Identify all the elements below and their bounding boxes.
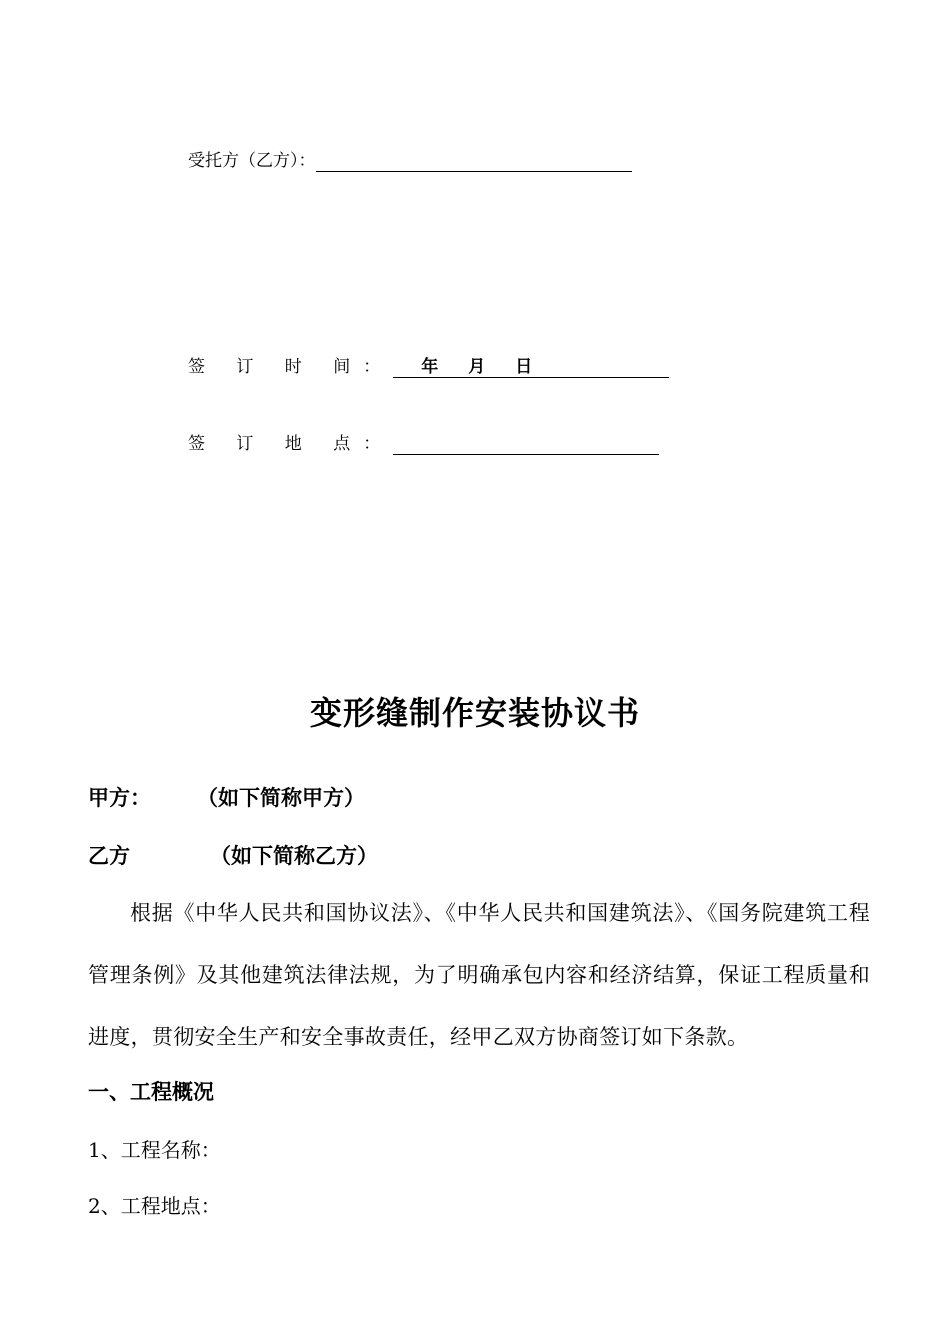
party-b-line <box>88 840 378 870</box>
party-a-label: 甲方： <box>88 785 151 810</box>
trustee-label: 受托方（乙方）： <box>188 151 316 171</box>
trustee-row <box>188 150 632 172</box>
sign-place-blank <box>393 434 659 455</box>
party-b-label: 乙方 <box>88 843 130 868</box>
sign-date-blank <box>393 357 669 378</box>
date-month: 月 <box>468 357 486 377</box>
section-1-heading: 一、工程概况 <box>88 1079 214 1104</box>
trustee-blank <box>316 151 632 172</box>
sign-time-row <box>188 356 669 378</box>
sign-place-label: 签 订 地 点： <box>188 434 394 454</box>
document-title: 变形缝制作安装协议书 <box>309 694 640 732</box>
preamble-paragraph: 根据《中华人民共和国协议法》、《中华人民共和国建筑法》、《国务院建筑工程管理条例》及其他建筑法律法规，为了明确承包内容和经济结算，保证工程质量和进度，贯彻安全生产和安全事故责任，经甲乙双方协商签订如下条款。 <box>88 901 870 1049</box>
party-a-line <box>88 782 365 812</box>
date-day: 日 <box>515 357 533 377</box>
party-b-note: （如下简称乙方） <box>210 843 378 868</box>
sign-place-row <box>188 433 659 455</box>
section-1-item-project-name: 1、工程名称： <box>88 1138 221 1162</box>
sign-time-label: 签 订 时 间： <box>188 357 394 377</box>
date-year: 年 <box>421 357 439 377</box>
section-1-item-project-location: 2、工程地点： <box>88 1194 221 1218</box>
party-a-note: （如下简称甲方） <box>197 785 365 810</box>
